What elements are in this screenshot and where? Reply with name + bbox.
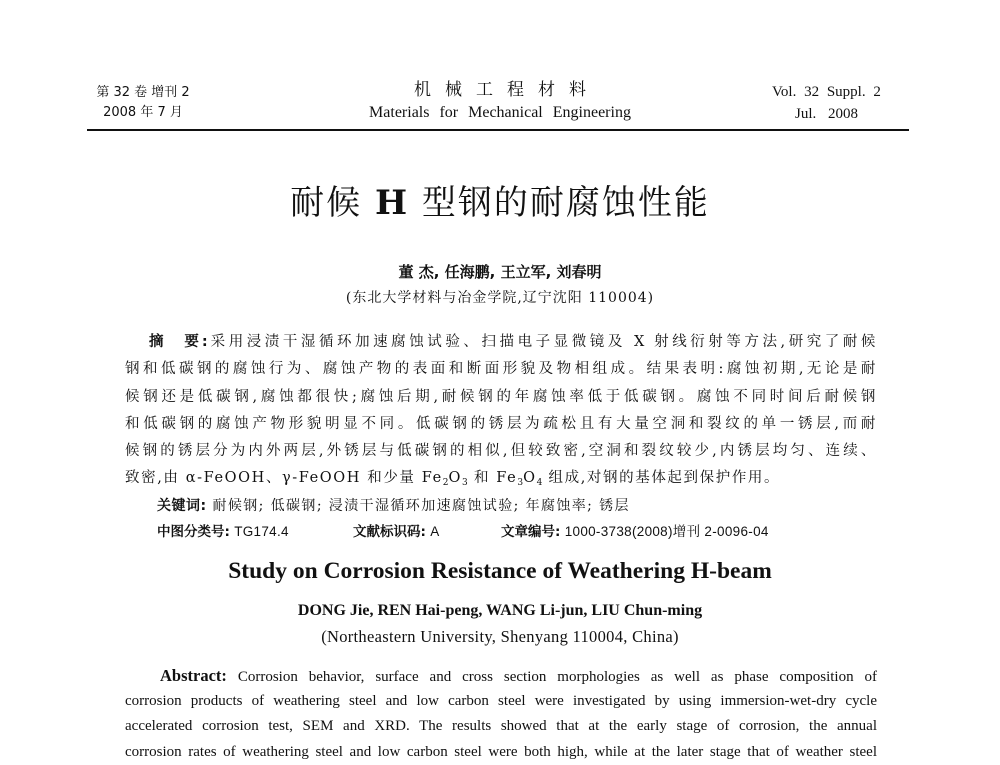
abstract-cn-line6-c: 和 Fe [468, 470, 518, 486]
doc-code-label: 文献标识码: [353, 524, 426, 540]
paper-title-en: Study on Corrosion Resistance of Weathering H-beam [0, 556, 1000, 586]
abstract-en-line-1 [125, 663, 877, 689]
classification-line [157, 521, 769, 543]
title-cn-h: H [375, 183, 409, 223]
subscript: 2 [443, 478, 449, 488]
running-header-journal [300, 79, 700, 124]
abstract-en-line-4: corrosion rates of weathering steel and low carbon steel were both high, while at the later stage that of weather steel [125, 740, 877, 765]
authors-en: DONG Jie, REN Hai-peng, WANG Li-jun, LIU Chun-ming [0, 600, 1000, 622]
keywords-cn [157, 495, 630, 517]
affiliation-en: (Northeastern University, Shenyang 110004, China) [0, 626, 1000, 648]
subscript: 3 [462, 478, 468, 488]
abstract-cn-label-char2: 要: [182, 334, 208, 350]
volume-issue: 第 32 卷 增刊 2 [88, 83, 198, 103]
authors-cn: 董 杰, 任海鹏, 王立军, 刘春明 [0, 261, 1000, 283]
paper-title-cn [0, 180, 1000, 226]
abstract-en-text-1: Corrosion behavior, surface and cross section morphologies as well as phase composition of [238, 669, 877, 685]
abstract-cn-line-2: 钢和低碳钢的腐蚀行为、腐蚀产物的表面和断面形貌及物相组成。结果表明:腐蚀初期,无论是耐 [125, 356, 877, 383]
title-cn-part1: 耐候 [290, 183, 375, 223]
abstract-en-label: Abstract: [125, 666, 227, 685]
article-no-label: 文章编号: [501, 524, 560, 540]
keywords-cn-label: 关键词: [157, 498, 207, 514]
affiliation-cn: (东北大学材料与冶金学院,辽宁沈阳 110004) [0, 287, 1000, 309]
abstract-cn-line6-d: O [523, 470, 537, 486]
abstract-cn-line6-b: O [449, 470, 463, 486]
month-en: Jul. [795, 106, 816, 122]
clc-label: 中图分类号: [157, 524, 230, 540]
running-header-right [760, 81, 910, 125]
running-header-left [88, 83, 198, 123]
supplement-en: Suppl. 2 [827, 84, 881, 100]
doc-code-value: A [430, 524, 439, 539]
keywords-cn-value: 耐候钢; 低碳钢; 浸渍干湿循环加速腐蚀试验; 年腐蚀率; 锈层 [212, 498, 629, 514]
abstract-cn-line-4: 和低碳钢的腐蚀产物形貌明显不同。低碳钢的锈层为疏松且有大量空洞和裂纹的单一锈层,而耐 [125, 411, 877, 438]
abstract-en-line-3: accelerated corrosion test, SEM and XRD. The results showed that at the early stage of corrosion, the annual [125, 714, 877, 740]
article-number [501, 521, 769, 543]
abstract-cn-label-char1: 摘 [149, 334, 166, 350]
journal-name-cn: 机械工程材料 [300, 79, 700, 101]
abstract-cn-line-5: 候钢的锈层分为内外两层,外锈层与低碳钢的相似,但较致密,空洞和裂纹较少,内锈层均匀、连续、 [125, 438, 877, 465]
abstract-en-line-2: corrosion products of weathering steel and low carbon steel were investigated by using immersion-wet-dry cycle [125, 689, 877, 715]
issue-date: 2008 年 7 月 [88, 103, 198, 123]
subscript: 3 [517, 478, 523, 488]
year-en: 2008 [828, 106, 858, 122]
article-no-value: 1000-3738(2008)增刊 2-0096-04 [565, 524, 769, 539]
abstract-cn [125, 329, 877, 493]
journal-name-en: Materials for Mechanical Engineering [300, 102, 700, 124]
subscript: 4 [537, 478, 543, 488]
clc-value: TG174.4 [234, 524, 289, 539]
abstract-en [125, 663, 877, 765]
abstract-cn-line-3: 候钢还是低碳钢,腐蚀都很快;腐蚀后期,耐候钢的年腐蚀率低于低碳钢。腐蚀不同时间后耐候钢 [125, 384, 877, 411]
abstract-cn-text-1: 采用浸渍干湿循环加速腐蚀试验、扫描电子显微镜及 X 射线衍射等方法,研究了耐候 [209, 334, 877, 350]
abstract-cn-line6-e: 组成,对钢的基体起到保护作用。 [542, 470, 780, 486]
header-rule-divider [87, 129, 909, 131]
abstract-cn-line-6 [125, 465, 877, 492]
abstract-cn-line-1 [125, 329, 877, 356]
abstract-cn-label [125, 334, 209, 350]
clc-number [157, 521, 353, 543]
abstract-cn-line6-a: 致密,由 α-FeOOH、γ-FeOOH 和少量 Fe [125, 470, 443, 486]
document-code [353, 521, 501, 543]
title-cn-part2: 型钢的耐腐蚀性能 [409, 183, 710, 223]
volume-en: Vol. 32 [772, 84, 819, 100]
